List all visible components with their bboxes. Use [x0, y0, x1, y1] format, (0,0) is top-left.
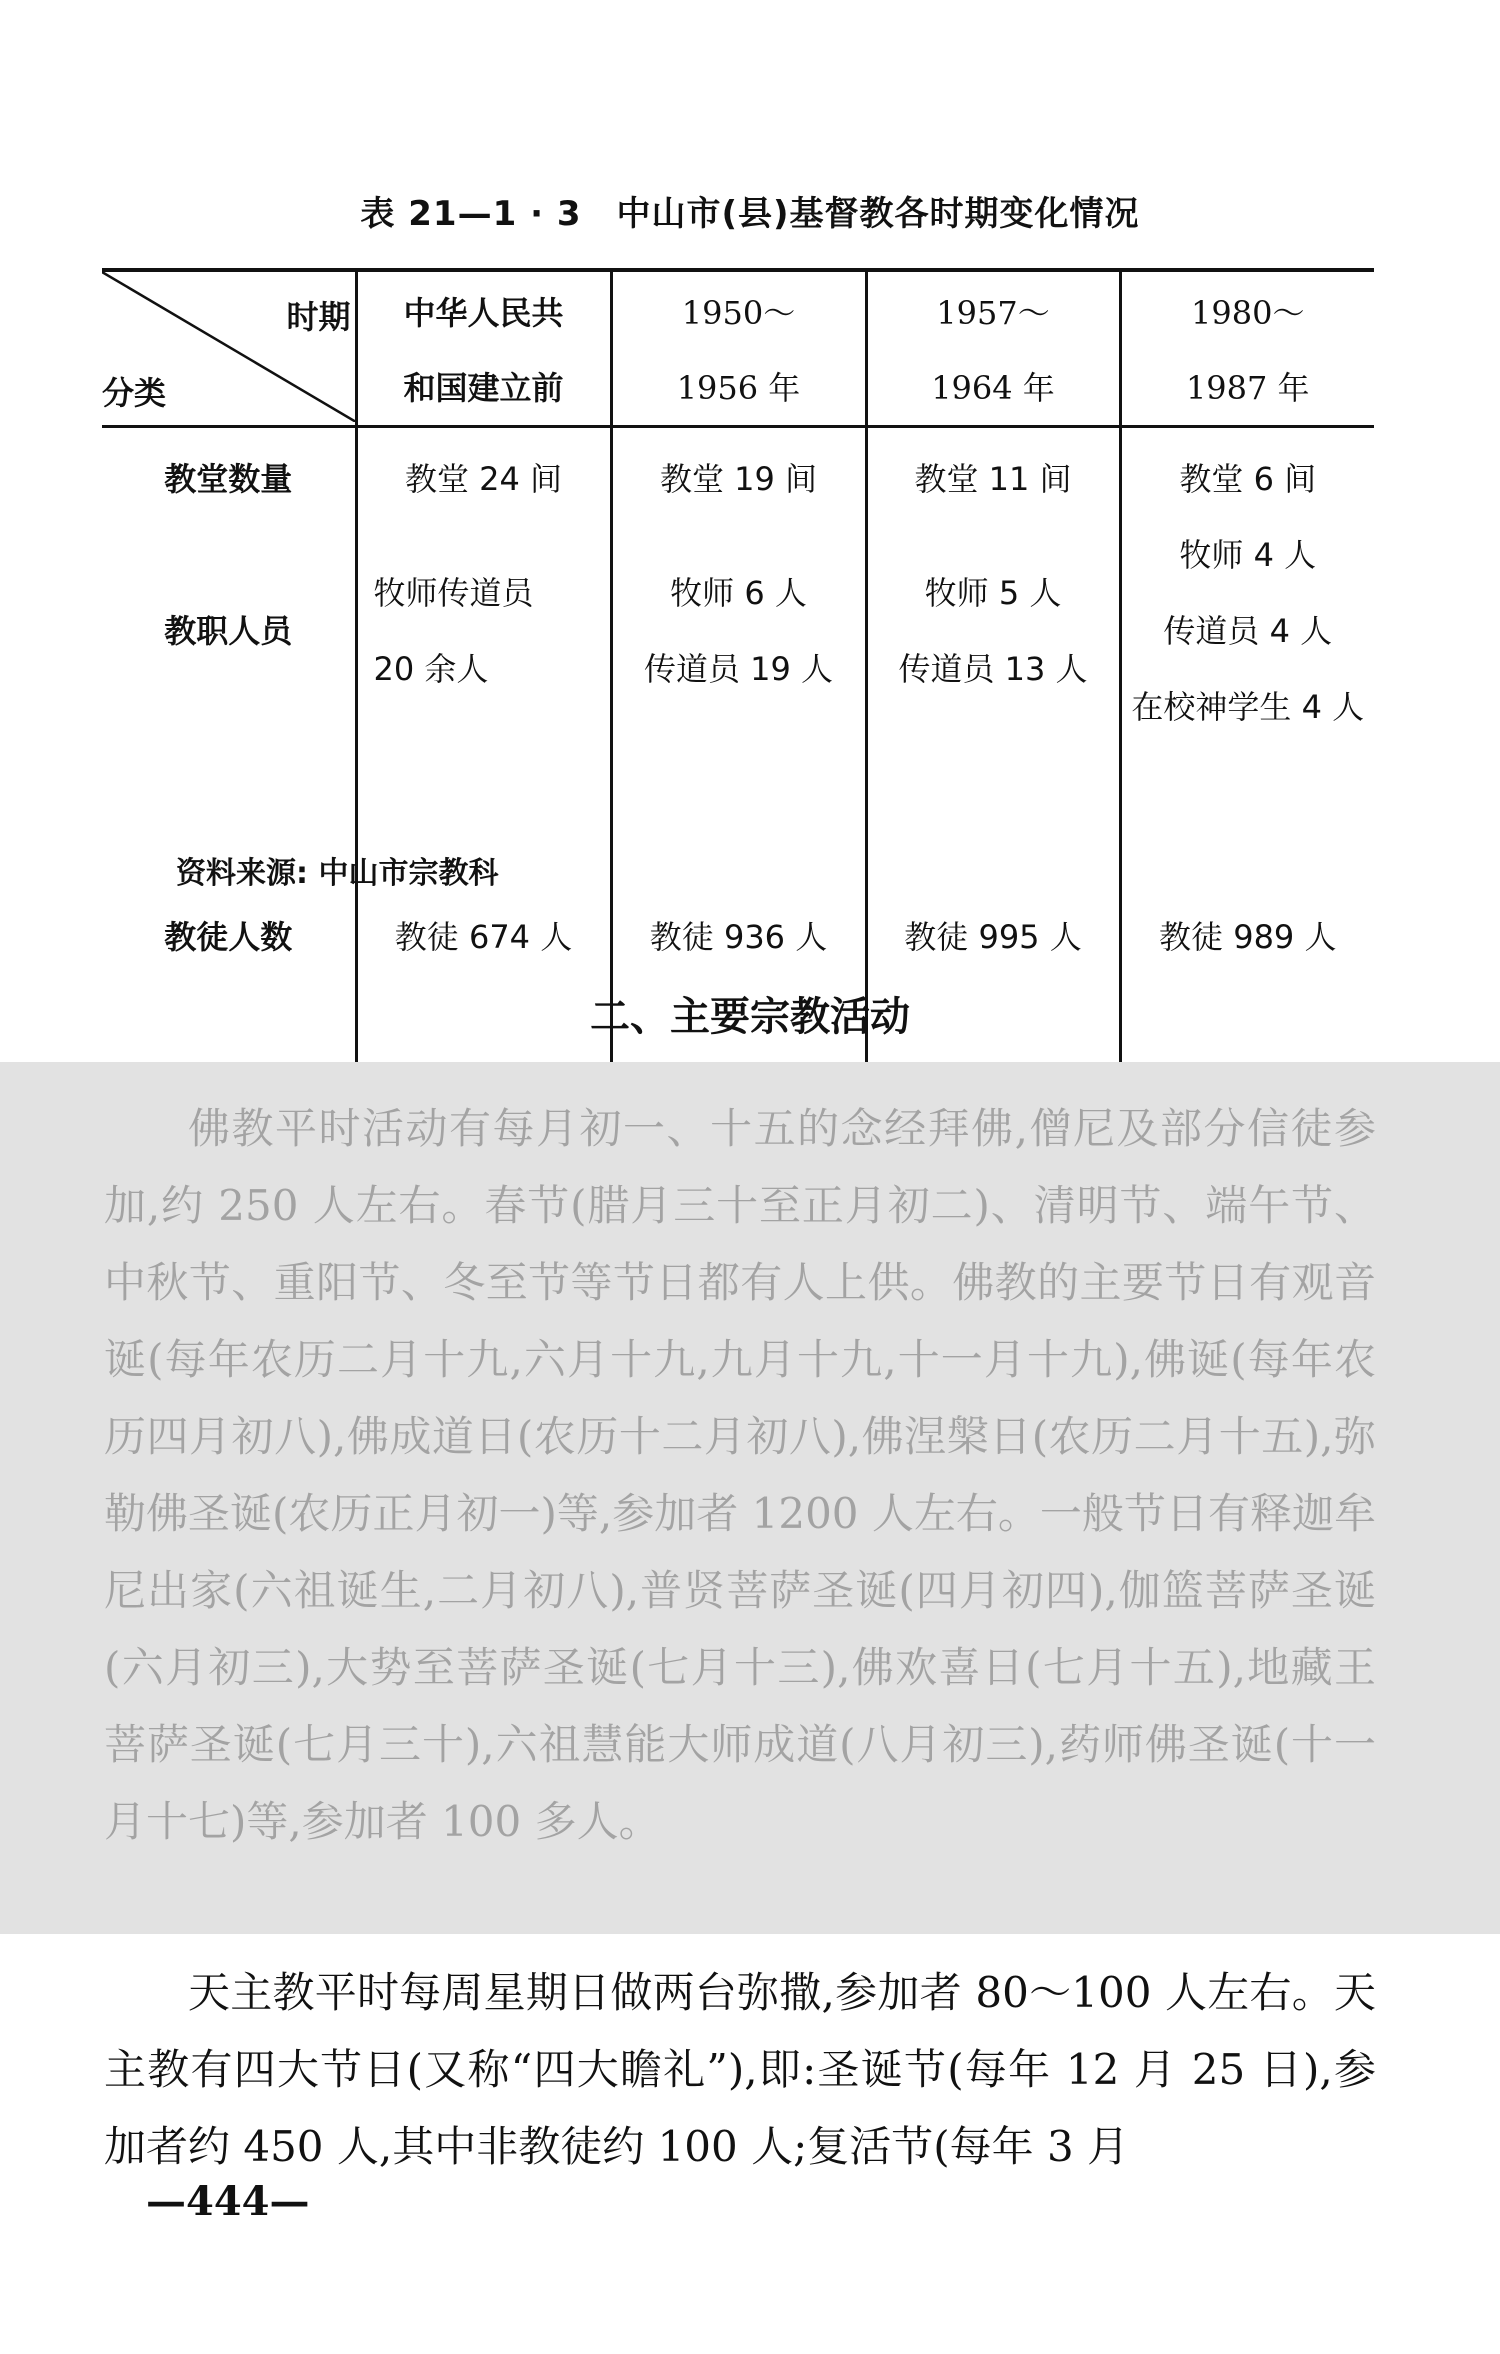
period-4-column	[1120, 427, 1374, 1081]
table-body-row	[102, 427, 1374, 1081]
table-source: 资料来源: 中山市宗教科	[176, 856, 499, 891]
period-3-column	[866, 427, 1120, 1081]
header-column-4: 1980～ 1987 年	[1120, 270, 1374, 427]
churches-value: 教堂 19 间	[659, 460, 818, 498]
header-column-1: 中华人民共 和国建立前	[356, 270, 611, 427]
followers-value: 教徒 995 人	[904, 918, 1082, 956]
header-diagonal-cell	[102, 270, 356, 427]
category-column	[102, 427, 356, 1081]
period-1-column	[356, 427, 611, 1081]
followers-value: 教徒 989 人	[1159, 918, 1337, 956]
followers-value: 教徒 674 人	[394, 918, 573, 956]
category-churches: 教堂数量	[164, 460, 293, 498]
staff-value: 20 余人	[373, 650, 489, 688]
section-heading: 二、主要宗教活动	[590, 994, 910, 1040]
staff-value: 传道员 19 人	[643, 650, 834, 688]
page-number: —444—	[146, 2178, 310, 2225]
churches-value: 教堂 6 间	[1179, 460, 1317, 498]
header-category-label: 分类	[102, 374, 167, 412]
header-column-3: 1957～ 1964 年	[866, 270, 1120, 427]
header-column-2: 1950～ 1956 年	[611, 270, 866, 427]
staff-value: 牧师 5 人	[924, 574, 1062, 612]
followers-value: 教徒 936 人	[649, 918, 828, 956]
period-2-column	[611, 427, 866, 1081]
staff-value: 传道员 4 人	[1163, 612, 1333, 650]
header-period-label: 时期	[286, 298, 351, 336]
staff-value: 牧师 6 人	[670, 574, 807, 612]
table-title: 表 21—1 · 3 中山市(县)基督教各时期变化情况	[360, 194, 1140, 234]
churches-value: 教堂 11 间	[914, 460, 1072, 498]
category-staff: 教职人员	[164, 612, 293, 650]
staff-value: 牧师 4 人	[1179, 536, 1317, 574]
buddhism-paragraph: 佛教平时活动有每月初一、十五的念经拜佛,僧尼及部分信徒参加,约 250 人左右。春节(腊月三十至正月初二)、清明节、端午节、中秋节、重阳节、冬至节等节日都有人上供。佛教的主要节日有观音诞(每年农历二月十九,六月十九,九月十九,十一月十九),佛诞(每年农历四月初八),佛成道日(农历十二月初八),佛涅槃日(农历二月十五),弥勒佛圣诞(农历正月初一)等,参加者 1200 人左右。一般节日有释迦牟尼出家(六祖诞生,二月初八),普贤菩萨圣诞(四月初四),伽篮菩萨圣诞(六月初三),大势至菩萨圣诞(七月十三),佛欢喜日(七月十五),地藏王菩萨圣诞(七月三十),六祖慧能大师成道(八月初三),药师佛圣诞(十一月十七)等,参加者 100 多人。	[104, 1104, 1376, 1846]
churches-value: 教堂 24 间	[404, 460, 563, 498]
catholic-paragraph: 天主教平时每周星期日做两台弥撒,参加者 80～100 人左右。天主教有四大节日(又称“四大瞻礼”),即:圣诞节(每年 12 月 25 日),参加者约 450 人,其中非教徒约 100 人;复活节(每年 3 月	[104, 1968, 1376, 2171]
data-table	[102, 268, 1374, 1082]
staff-value: 传道员 13 人	[898, 650, 1088, 688]
category-followers: 教徒人数	[164, 918, 293, 956]
table-header-row	[102, 270, 1374, 427]
staff-value: 牧师传道员	[373, 574, 534, 612]
staff-value: 在校神学生 4 人	[1131, 688, 1365, 726]
